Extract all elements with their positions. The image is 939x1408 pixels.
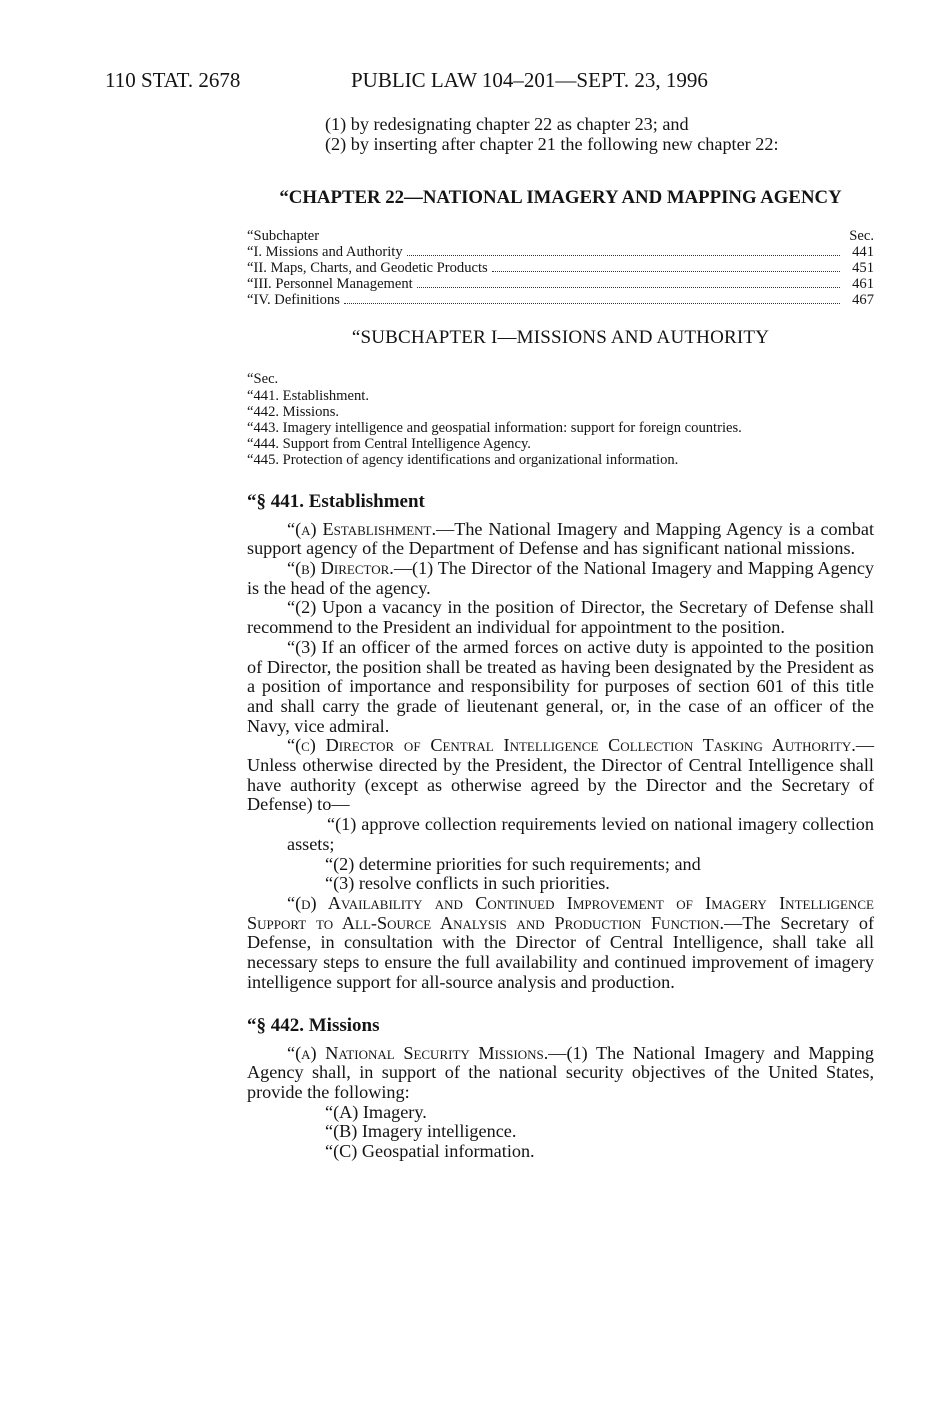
subchapter-table-of-contents [247,228,874,308]
toc-header [247,228,874,244]
section-list-item: “445. Protection of agency identifications and organizational information. [247,452,679,469]
section-list-item: “442. Missions. [247,403,340,420]
document-body [247,115,874,1162]
sec442-item: “(B) Imagery intelligence. [325,1121,517,1142]
law-title: PUBLIC LAW 104–201—SEPT. 23, 1996 [351,68,708,92]
sec441-a: “(a) Establishment.—The National Imagery and Mapping Agency is a combat support agency of the Department of Defense and has significant national missions. [247,518,875,559]
sec441-d: “(d) Availability and Continued Improvement of Imagery Intelligence Support to All-Source Analysis and Production Function.—The Secretary of Defense, in consultation with the Director of Central Intelligence, shall take all necessary steps to ensure the full availability and continued improvement of imagery intelligence support for all-source analysis and production. [247,892,875,992]
sec442-item: “(A) Imagery. [325,1101,427,1122]
sec441-c2: “(2) determine priorities for such requirements; and [325,853,701,874]
sec441-b3: “(3) If an officer of the armed forces on active duty is appointed to the position of Director, the position shall be treated as having been designated by the President as a position of importance and responsibility for purposes of section 601 of this title and shall carry the grade of lieutenant general, or, in the case of an officer of the Navy, vice admiral. [247,636,874,736]
sec441-b: “(b) Director.—(1) The Director of the National Imagery and Mapping Agency is the head of the agency. [247,558,874,598]
toc-row: “II. Maps, Charts, and Geodetic Products 451 [247,260,874,277]
intro-line-2: (2) by inserting after chapter 21 the following new chapter 22: [325,133,779,154]
sec441-c: “(c) Director of Central Intelligence Collection Tasking Authority.—Unless otherwise directed by the President, the Director of Central Intelligence shall have authority (except as otherwise agreed by the Director and the Secretary of Defense) to— [247,735,874,815]
subchapter-title: “SUBCHAPTER I—MISSIONS AND AUTHORITY [351,327,770,349]
sec441-c3: “(3) resolve conflicts in such priorities. [325,873,610,894]
page-header [105,68,875,98]
section-442-heading: “§ 442. Missions [247,1014,380,1036]
toc-col-sec: Sec. [849,228,874,245]
section-441-heading: “§ 441. Establishment [247,490,425,512]
toc-col-subchapter: “Subchapter [247,228,320,245]
section-list-item: “443. Imagery intelligence and geospatial information: support for foreign countries. [247,420,742,437]
section-list-heading: “Sec. [247,371,279,388]
toc-row: “IV. Definitions 467 [247,292,874,309]
chapter-title: “CHAPTER 22—NATIONAL IMAGERY AND MAPPING AGENCY [279,187,842,209]
sec442-item: “(C) Geospatial information. [325,1141,535,1162]
section-list-item: “444. Support from Central Intelligence Agency. [247,436,531,453]
sec441-c1: “(1) approve collection requirements levied on national imagery collection assets; [287,814,874,854]
section-list-item: “441. Establishment. [247,387,370,404]
toc-row: “I. Missions and Authority 441 [247,244,874,261]
toc-row: “III. Personnel Management 461 [247,276,874,293]
intro-line-1: (1) by redesignating chapter 22 as chapter 23; and [325,114,689,134]
page-reference: 110 STAT. 2678 [105,68,241,92]
sec441-b2: “(2) Upon a vacancy in the position of Director, the Secretary of Defense shall recommend to the President an individual for appointment to the position. [247,597,874,638]
section-list [247,371,874,468]
sec442-a: “(a) National Security Missions.—(1) The National Imagery and Mapping Agency shall, in support of the national security objectives of the United States, provide the following: [247,1042,874,1102]
